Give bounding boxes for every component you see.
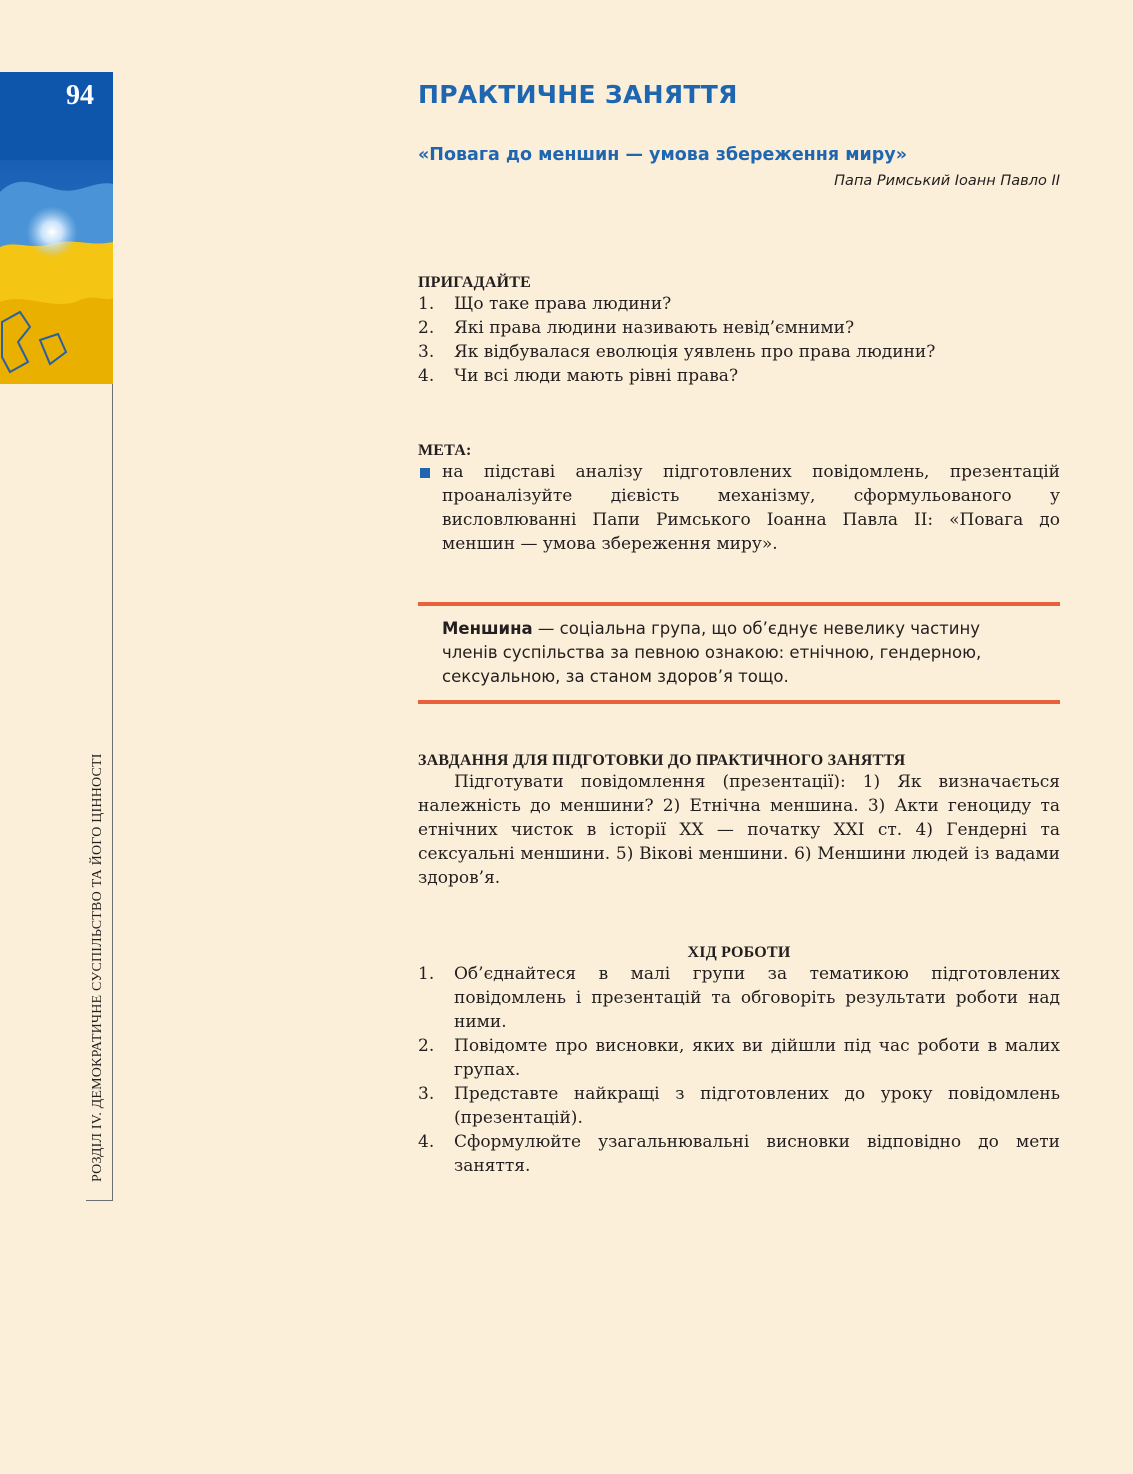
ukraine-map-flag-icon	[0, 72, 113, 384]
square-bullet-icon	[420, 468, 430, 478]
page-title: ПРАКТИЧНЕ ЗАНЯТТЯ	[418, 80, 738, 109]
list-item: 2. Які права людини називають невід’ємними?	[418, 318, 855, 338]
list-item: 3. Як відбувалася еволюція уявлень про права людини?	[418, 342, 936, 362]
goal-section	[418, 442, 1060, 556]
goal-heading: МЕТА:	[418, 442, 472, 459]
remember-list	[418, 292, 1060, 388]
definition-body: — соціальна група, що об’єднує невелику частину членів суспільства за певною ознакою: етнічною, гендерною, сексуальною, за станом здоров’я тощо.	[442, 619, 982, 686]
side-flag-illustration	[0, 72, 113, 384]
side-divider	[112, 384, 113, 1200]
page-content	[418, 80, 1060, 1176]
list-item: 1. Що таке права людини?	[418, 294, 672, 314]
epigraph-author: Папа Римський Іоанн Павло ІІ	[834, 173, 1060, 189]
goal-text: на підставі аналізу підготовлених повідомлень, презентацій проаналізуйте дієвість механізму, сформульованого у висловлюванні Папи Римського Іоанна Павла ІІ: «Повага до меншин — умова збереження миру».	[442, 462, 1060, 554]
remember-section	[418, 274, 1060, 388]
workflow-section	[418, 944, 1060, 1178]
chapter-label: РОЗДІЛ IV. ДЕМОКРАТИЧНЕ СУСПІЛЬСТВО ТА ЙОГО ЦІННОСТІ	[90, 753, 105, 1182]
list-item: 4. Чи всі люди мають рівні права?	[418, 366, 739, 386]
list-item: 2. Повідомте про висновки, яких ви дійшли під час роботи в малих групах.	[418, 1036, 1060, 1080]
definition-term: Меншина	[442, 619, 533, 638]
page-number: 94	[66, 80, 94, 111]
goal-item	[418, 460, 1060, 556]
epigraph-quote: «Повага до меншин — умова збереження миру»	[418, 145, 908, 165]
list-item: 1. Об’єднайтеся в малі групи за тематикою підготовлених повідомлень і презентацій та обговоріть результати роботи над ними.	[418, 964, 1060, 1032]
list-item: 3. Представте найкращі з підготовлених до уроку повідомлень (презентацій).	[418, 1084, 1060, 1128]
definition-text	[418, 606, 1060, 689]
tasks-text: Підготувати повідомлення (презентації): 1) Як визначається належність до меншини? 2) Етнічна меншина. 3) Акти геноциду та етнічних чисток в історії ХХ — початку ХХІ ст. 4) Гендерні та сексуальні меншини. 5) Вікові меншини. 6) Меншини людей із вадами здоров’я.	[418, 772, 1060, 888]
side-divider-end	[86, 1200, 113, 1201]
tasks-heading: ЗАВДАННЯ ДЛЯ ПІДГОТОВКИ ДО ПРАКТИЧНОГО ЗАНЯТТЯ	[418, 752, 906, 769]
tasks-section	[418, 752, 1060, 890]
definition-box	[418, 602, 1060, 704]
workflow-list	[418, 962, 1060, 1178]
workflow-heading: ХІД РОБОТИ	[687, 944, 791, 961]
list-item: 4. Сформулюйте узагальнювальні висновки відповідно до мети заняття.	[418, 1132, 1060, 1176]
remember-heading: ПРИГАДАЙТЕ	[418, 274, 532, 291]
